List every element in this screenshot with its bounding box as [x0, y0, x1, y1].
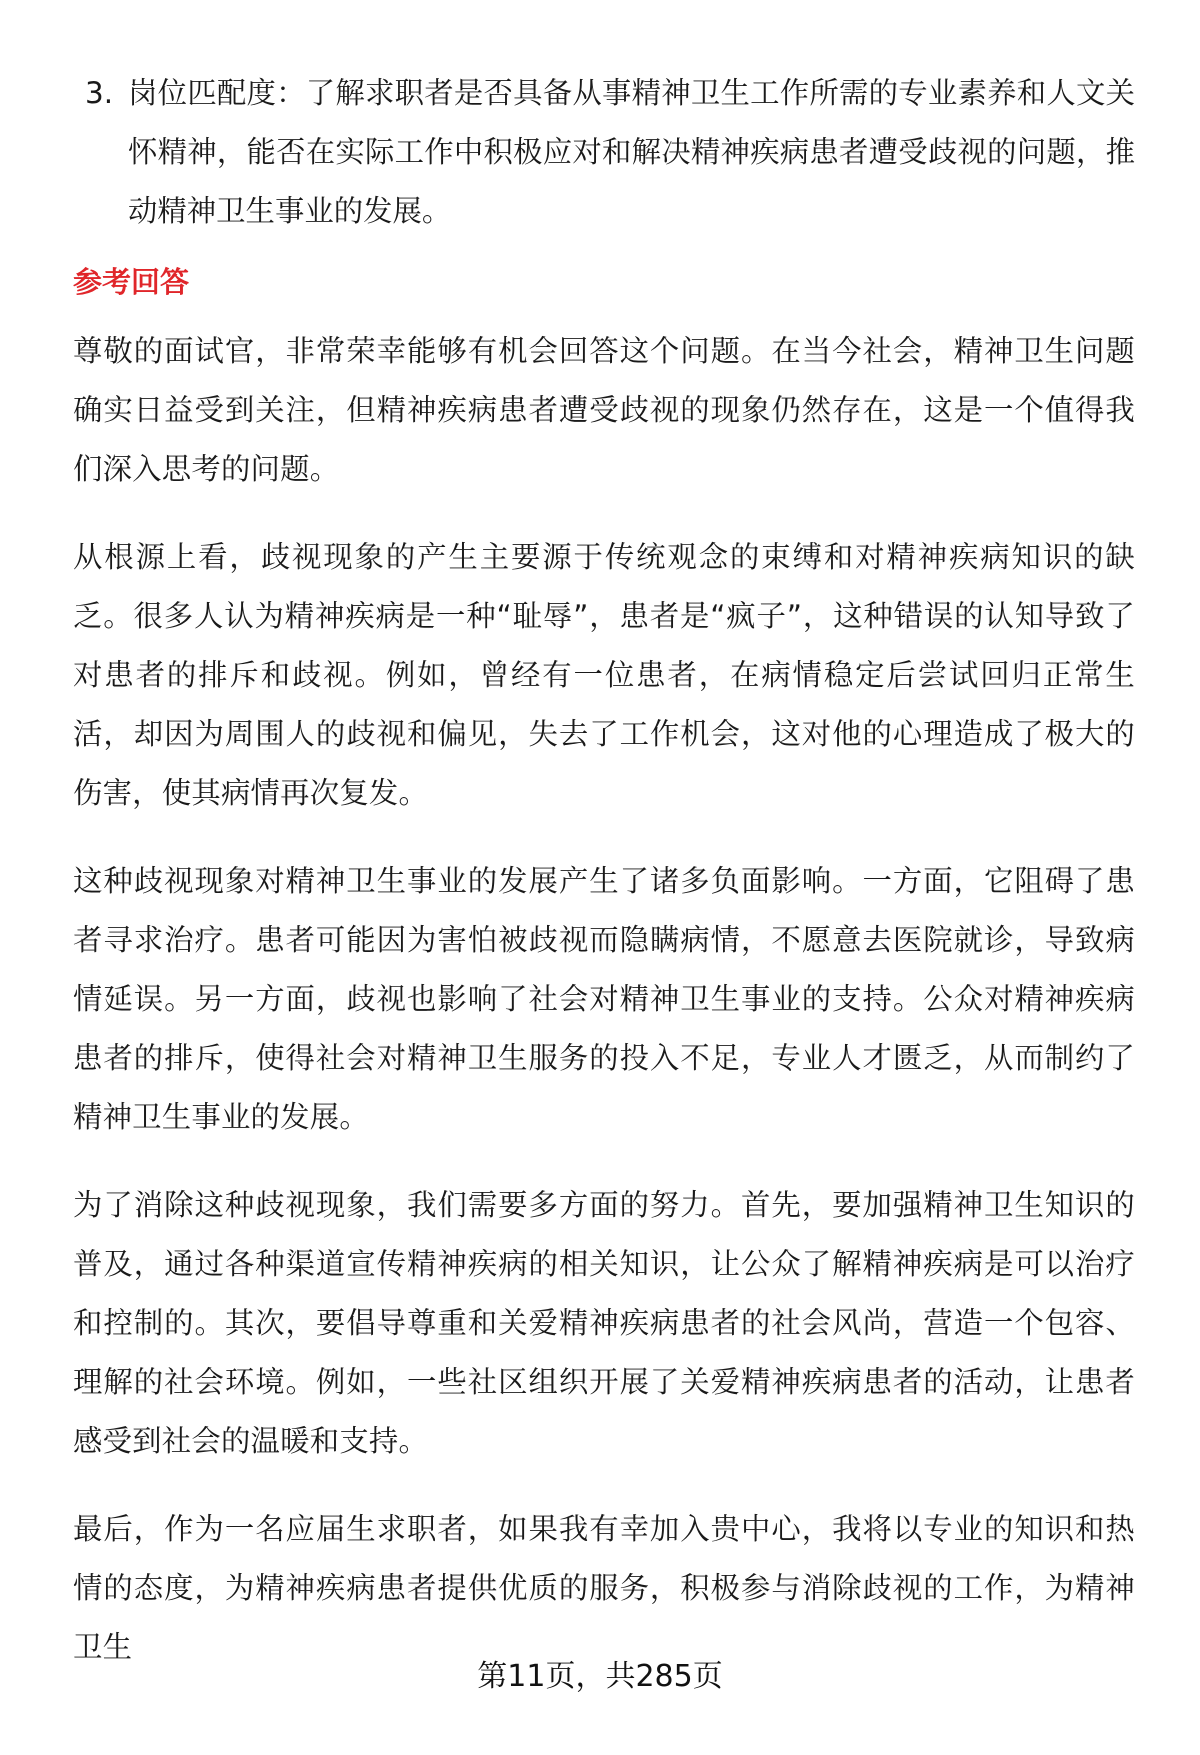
- list-item: [73, 64, 1135, 241]
- paragraph: 为了消除这种歧视现象，我们需要多方面的努力。首先，要加强精神卫生知识的普及，通过各种渠道宣传精神疾病的相关知识，让公众了解精神疾病是可以治疗和控制的。其次，要倡导尊重和关爱精神疾病患者的社会风尚，营造一个包容、理解的社会环境。例如，一些社区组织开展了关爱精神疾病患者的活动，让患者感受到社会的温暖和支持。: [73, 1188, 1135, 1458]
- paragraph: 从根源上看，歧视现象的产生主要源于传统观念的束缚和对精神疾病知识的缺乏。很多人认为精神疾病是一种“耻辱”，患者是“疯子”，这种错误的认知导致了对患者的排斥和歧视。例如，曾经有一位患者，在病情稳定后尝试回归正常生活，却因为周围人的歧视和偏见，失去了工作机会，这对他的心理造成了极大的伤害，使其病情再次复发。: [73, 540, 1135, 810]
- paragraph: 这种歧视现象对精神卫生事业的发展产生了诸多负面影响。一方面，它阻碍了患者寻求治疗。患者可能因为害怕被歧视而隐瞒病情，不愿意去医院就诊，导致病情延误。另一方面，歧视也影响了社会对精神卫生事业的支持。公众对精神疾病患者的排斥，使得社会对精神卫生服务的投入不足，专业人才匮乏，从而制约了精神卫生事业的发展。: [73, 864, 1135, 1134]
- document-page: [73, 64, 1135, 1706]
- page-number-footer: 第11页，共285页: [477, 1659, 723, 1694]
- paragraph: 尊敬的面试官，非常荣幸能够有机会回答这个问题。在当今社会，精神卫生问题确实日益受到关注，但精神疾病患者遭受歧视的现象仍然存在，这是一个值得我们深入思考的问题。: [73, 334, 1135, 486]
- section-heading: 参考回答: [73, 265, 190, 299]
- paragraph: 最后，作为一名应届生求职者，如果我有幸加入贵中心，我将以专业的知识和热情的态度，为精神疾病患者提供优质的服务，积极参与消除歧视的工作，为精神卫生: [73, 1512, 1135, 1664]
- list-item-text: 岗位匹配度：了解求职者是否具备从事精神卫生工作所需的专业素养和人文关怀精神，能否在实际工作中积极应对和解决精神疾病患者遭受歧视的问题，推动精神卫生事业的发展。: [128, 76, 1135, 228]
- list-item-number: 3.: [85, 76, 114, 110]
